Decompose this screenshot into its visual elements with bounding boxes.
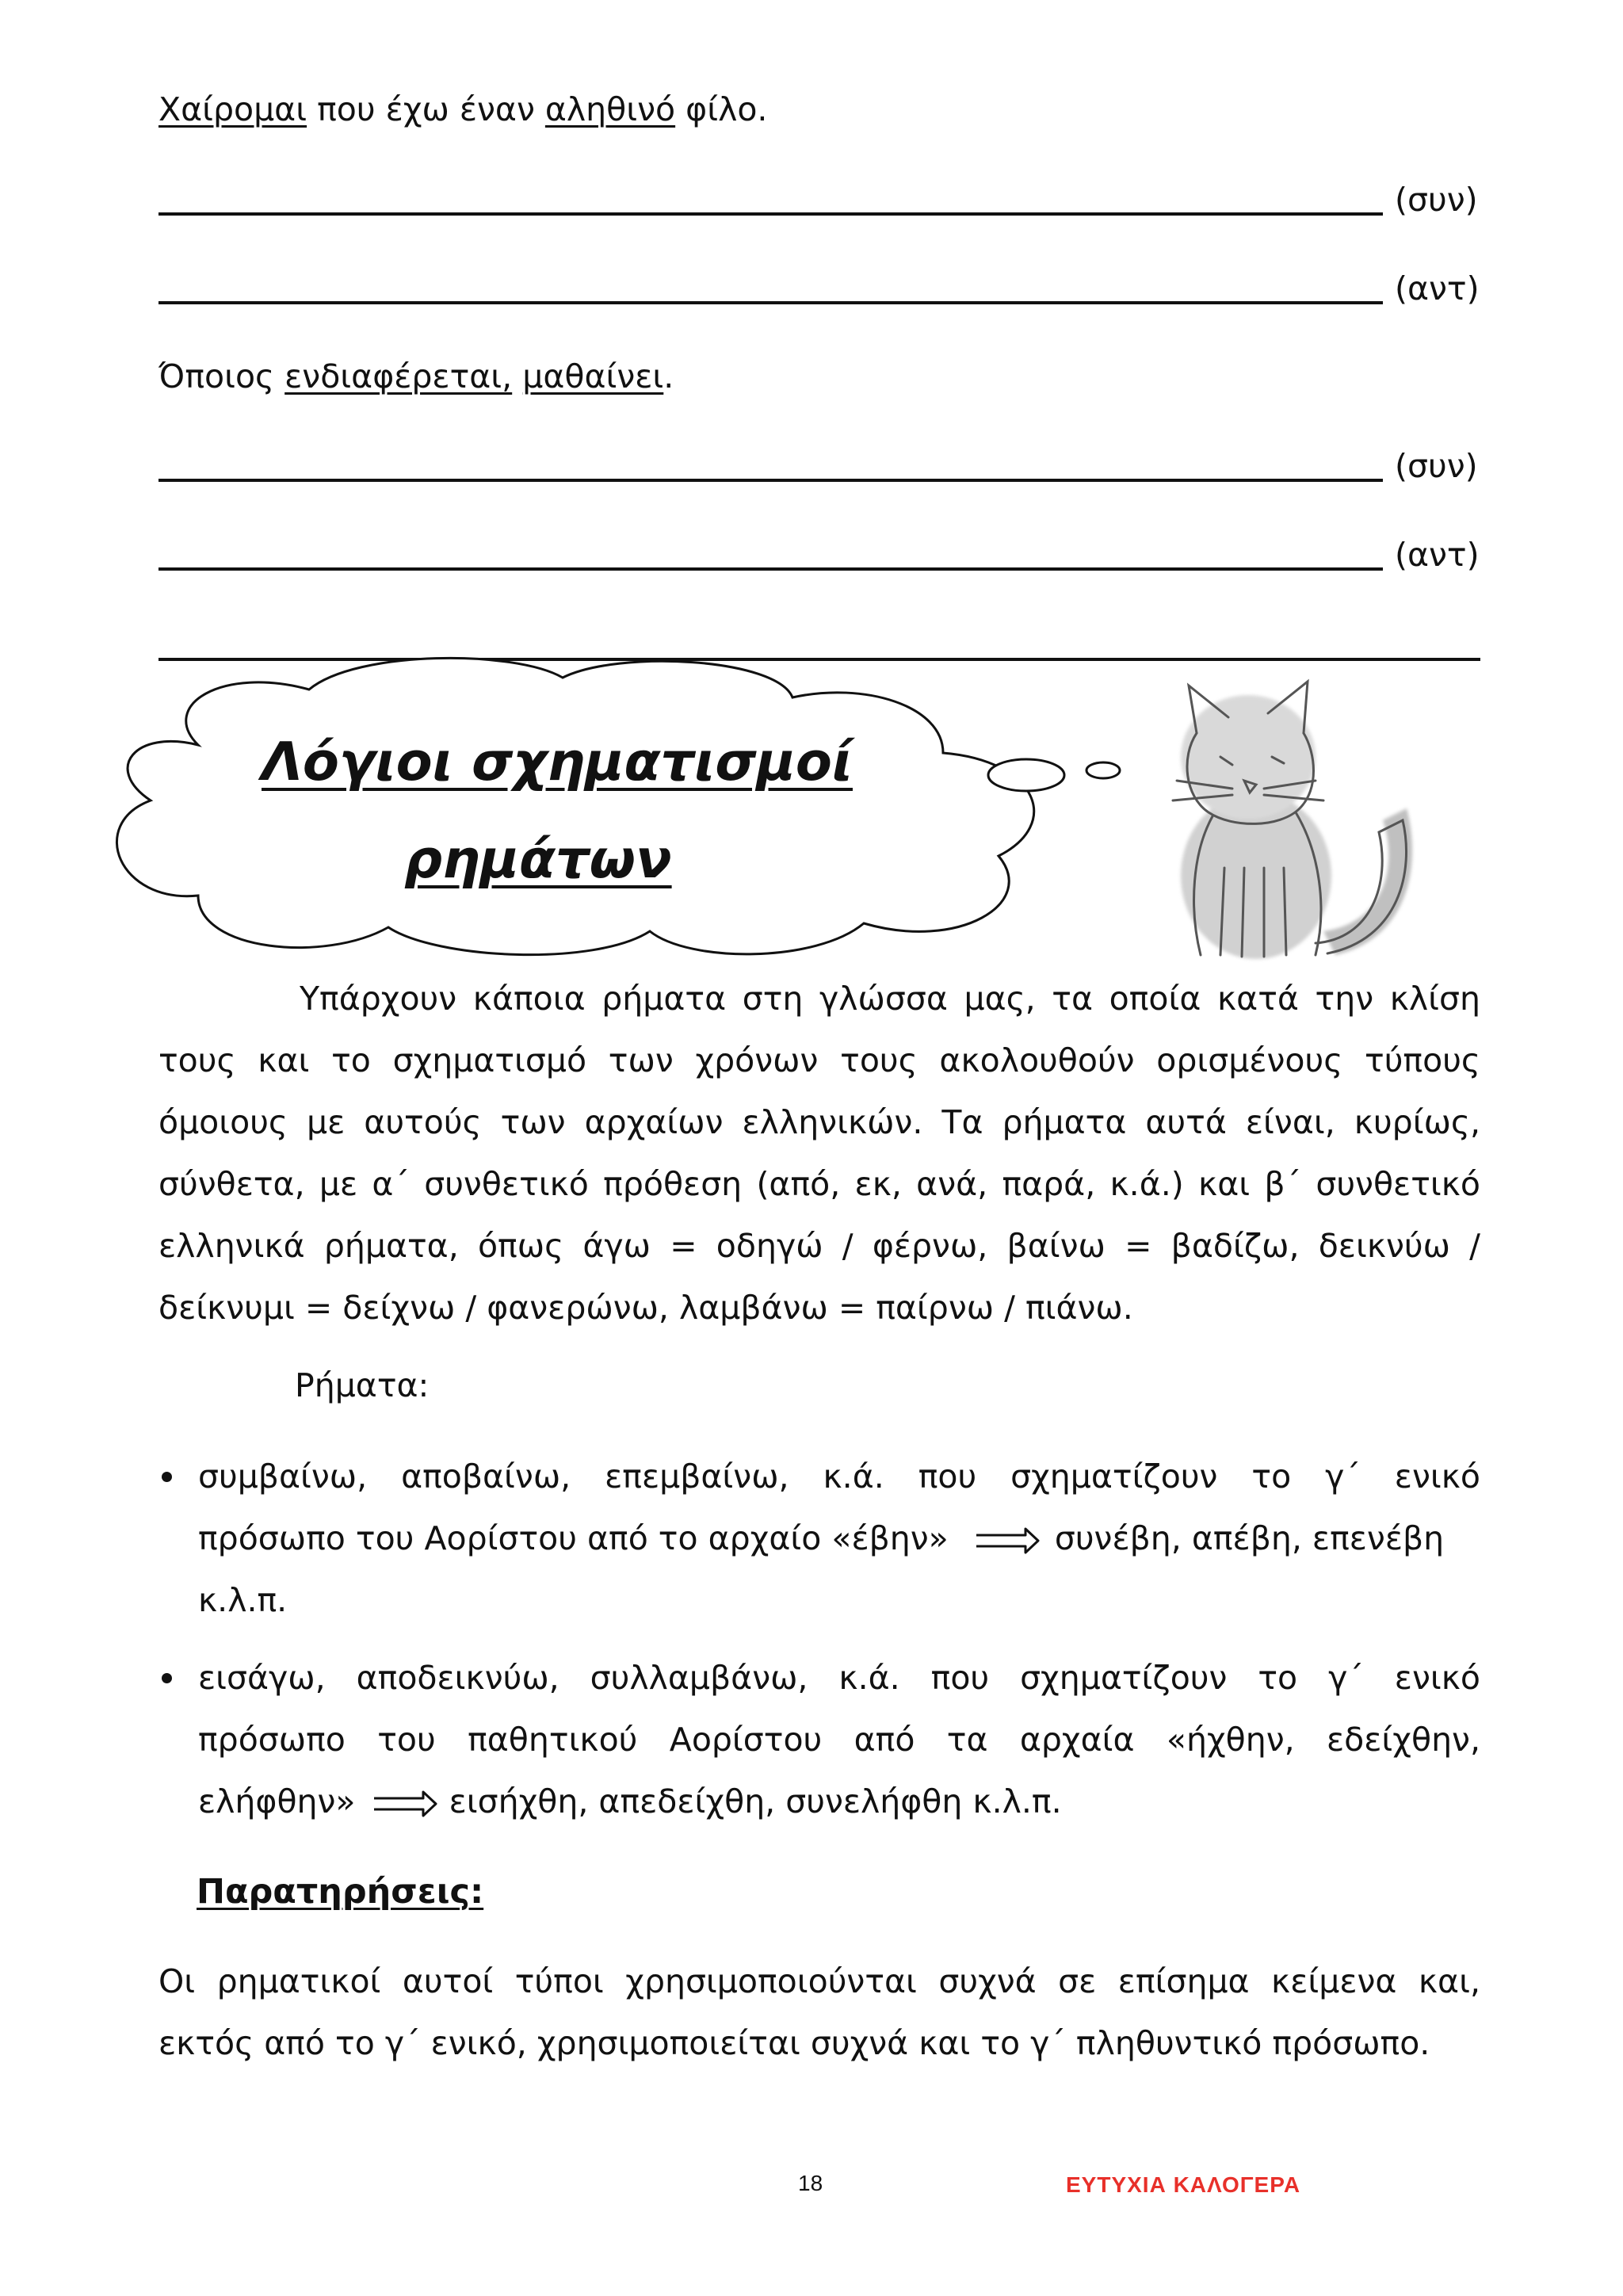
cat-illustration [1145, 670, 1446, 971]
page-number: 18 [798, 2171, 823, 2195]
cloud-shape [116, 658, 1033, 954]
right-arrow-icon [975, 1527, 1040, 1554]
syn-label-2: (συν) [1395, 447, 1478, 485]
ant-label-2: (αντ) [1395, 536, 1480, 574]
intro-line-3: όμοιους με αυτούς των αρχαίων ελληνικών. Τα ρήματα αυτά είναι, κυρίως, [158, 1103, 1480, 1141]
exercise2-sentence: Όποιος ενδιαφέρεται, μαθαίνει. [158, 357, 674, 395]
bullet-1-line-3: κ.λ.π. [198, 1581, 288, 1619]
bullet-1-line-1: συμβαίνω, αποβαίνω, επεμβαίνω, κ.ά. που σχηματίζουν το γ΄ ενικό [198, 1457, 1480, 1496]
bullet-2-line-3: ελήφθην» εισήχθη, απεδείχθη, συνελήφθη κ.λ.π. [198, 1782, 1062, 1820]
cloud-title-line1: Λόγιοι σχηματισμοί [262, 731, 853, 793]
word-mathainei: μαθαίνει [522, 357, 664, 395]
remarks-line-1: Οι ρηματικοί αυτοί τύποι χρησιμοποιούνται συχνά σε επίσημα κείμενα και, [158, 1962, 1480, 2000]
answer-line-ant-1[interactable] [158, 301, 1383, 304]
bullet-1-line-2: πρόσωπο του Αορίστου από το αρχαίο «έβην» συνέβη, απέβη, επενέβη [198, 1519, 1445, 1557]
remarks-line-2: εκτός από το γ΄ ενικό, χρησιμοποιείται συχνά και το γ΄ πληθυντικό πρόσωπο. [158, 2024, 1430, 2062]
bullet-1-dot [162, 1472, 172, 1482]
intro-line-6: δείκνυμι = δείχνω / φανερώνω, λαμβάνω = παίρνω / πιάνω. [158, 1289, 1133, 1327]
answer-line-syn-2[interactable] [158, 479, 1383, 482]
verbs-heading: Ρήματα: [295, 1366, 430, 1404]
intro-line-1: Υπάρχουν κάποια ρήματα στη γλώσσα μας, τα οποία κατά την κλίση [300, 980, 1480, 1018]
ant-label-1: (αντ) [1395, 269, 1480, 308]
thought-bubble-large [988, 759, 1064, 791]
word-alithino: αληθινό [544, 90, 676, 128]
intro-line-2: τους και το σχηματισμό των χρόνων τους ακολουθούν ορισμένους τύπους [158, 1041, 1480, 1079]
intro-line-5: ελληνικά ρήματα, όπως άγω = οδηγώ / φέρνω, βαίνω = βαδίζω, δεικνύω / [158, 1227, 1480, 1265]
word-endiaferetai: ενδιαφέρεται, [285, 357, 513, 395]
right-arrow-icon [372, 1790, 437, 1817]
intro-line-4: σύνθετα, με α΄ συνθετικό πρόθεση (από, εκ, ανά, παρά, κ.ά.) και β΄ συνθετικό [158, 1165, 1480, 1203]
answer-line-syn-1[interactable] [158, 212, 1383, 216]
remarks-heading: Παρατηρήσεις: [197, 1872, 484, 1912]
exercise1-sentence: Χαίρομαι που έχω έναν αληθινό φίλο. [158, 90, 768, 128]
author-name: ΕΥΤΥΧΙΑ ΚΑΛΟΓΕΡΑ [1066, 2172, 1301, 2197]
thought-cloud [103, 650, 1157, 967]
bullet-2-dot [162, 1673, 172, 1683]
bullet-2-line-2: πρόσωπο του παθητικού Αορίστου από τα αρχαία «ήχθην, εδείχθην, [198, 1721, 1480, 1759]
word-xairomai: Χαίρομαι [158, 90, 307, 128]
answer-line-ant-2[interactable] [158, 567, 1383, 571]
bullet-2-line-1: εισάγω, αποδεικνύω, συλλαμβάνω, κ.ά. που σχηματίζουν το γ΄ ενικό [198, 1659, 1480, 1697]
thought-bubble-small [1086, 762, 1120, 778]
cloud-title-line2: ρημάτων [404, 828, 672, 890]
syn-label-1: (συν) [1395, 181, 1478, 219]
